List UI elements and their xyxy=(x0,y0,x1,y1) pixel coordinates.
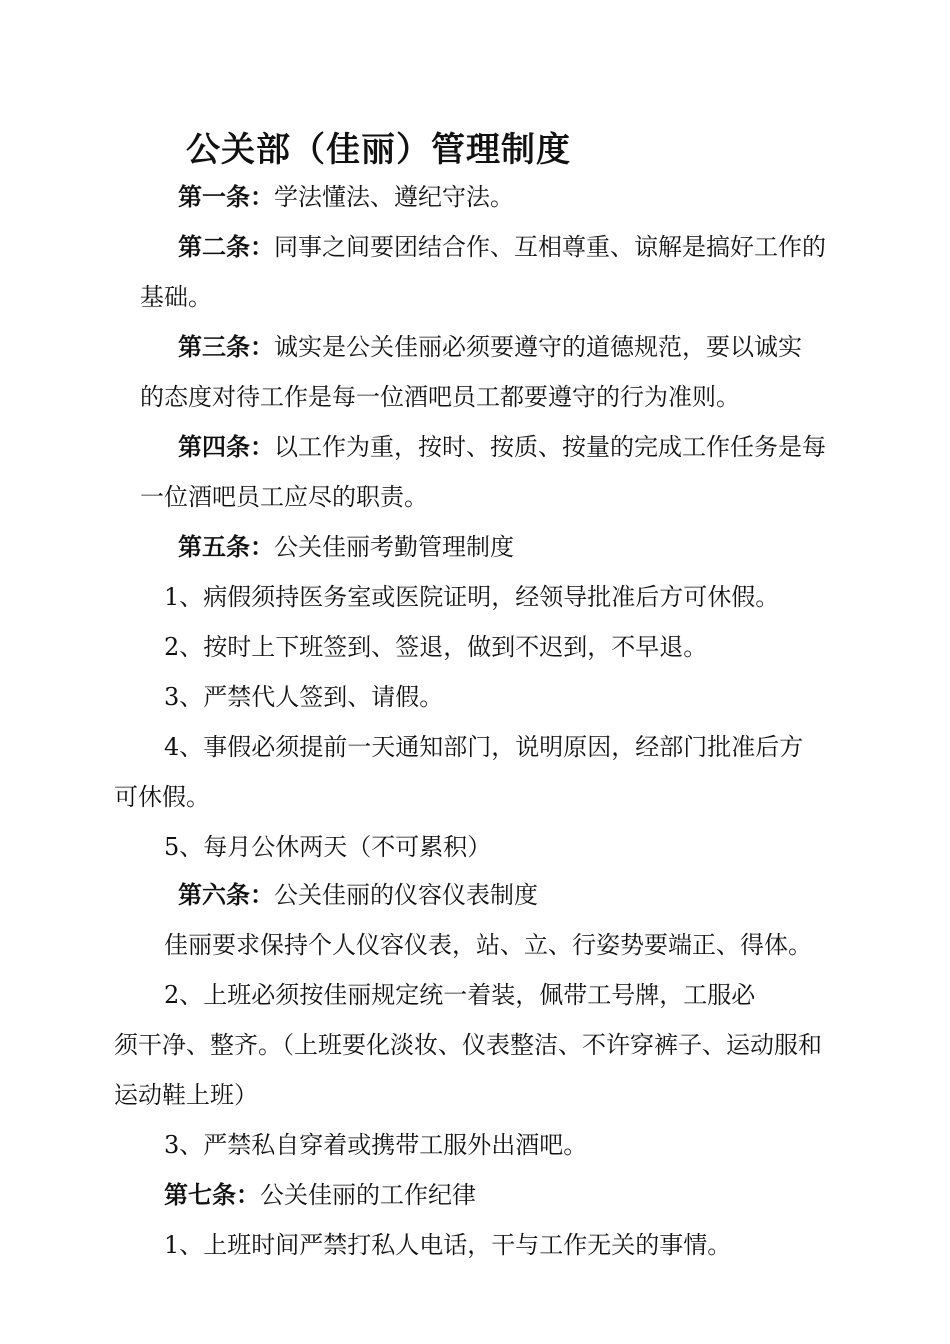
article-1 xyxy=(178,182,514,212)
article-5-heading xyxy=(178,532,514,562)
article-label: 第二条： xyxy=(178,233,274,261)
article-5-item-4-line-1: 4、事假必须提前一天通知部门，说明原因，经部门批准后方 xyxy=(164,733,804,761)
article-5-item-4-line-2: 可休假。 xyxy=(114,783,210,811)
page-title: 公关部（佳丽）管理制度 xyxy=(186,130,571,170)
article-label: 第五条： xyxy=(178,533,274,561)
article-text: 公关佳丽的工作纪律 xyxy=(260,1181,476,1209)
article-7-item-1: 1、上班时间严禁打私人电话，干与工作无关的事情。 xyxy=(164,1231,732,1259)
article-label: 第六条： xyxy=(178,881,274,909)
article-label: 第一条： xyxy=(178,183,274,211)
article-text: 以工作为重，按时、按质、按量的完成工作任务是每 xyxy=(274,433,826,461)
article-6-item-1: 佳丽要求保持个人仪容仪表，站、立、行姿势要端正、得体。 xyxy=(164,931,812,959)
article-4-line-1 xyxy=(178,432,826,462)
article-text: 同事之间要团结合作、互相尊重、谅解是搞好工作的 xyxy=(274,233,826,261)
article-4-line-2: 一位酒吧员工应尽的职责。 xyxy=(140,483,428,511)
article-3-line-2: 的态度对待工作是每一位酒吧员工都要遵守的行为准则。 xyxy=(140,383,740,411)
article-6-heading xyxy=(178,880,538,910)
article-7-heading xyxy=(164,1180,476,1210)
article-6-item-2-line-1: 2、上班必须按佳丽规定统一着装，佩带工号牌，工服必 xyxy=(164,981,756,1009)
article-5-item-2: 2、按时上下班签到、签退，做到不迟到，不早退。 xyxy=(164,633,708,661)
article-6-item-2-line-3: 运动鞋上班） xyxy=(114,1081,258,1109)
article-6-item-3: 3、严禁私自穿着或携带工服外出酒吧。 xyxy=(164,1131,588,1159)
article-5-item-5: 5、每月公休两天（不可累积） xyxy=(164,833,492,861)
article-label: 第七条： xyxy=(164,1181,260,1209)
article-text: 学法懂法、遵纪守法。 xyxy=(274,183,514,211)
article-5-item-3: 3、严禁代人签到、请假。 xyxy=(164,683,444,711)
article-2-line-2: 基础。 xyxy=(140,283,212,311)
article-label: 第三条： xyxy=(178,333,274,361)
article-3-line-1 xyxy=(178,332,802,362)
article-2-line-1 xyxy=(178,232,826,262)
article-text: 公关佳丽考勤管理制度 xyxy=(274,533,514,561)
article-6-item-2-line-2: 须干净、整齐。（上班要化淡妆、仪表整洁、不许穿裤子、运动服和 xyxy=(114,1031,822,1059)
article-5-item-1: 1、病假须持医务室或医院证明，经领导批准后方可休假。 xyxy=(164,583,780,611)
article-text: 诚实是公关佳丽必须要遵守的道德规范，要以诚实 xyxy=(274,333,802,361)
article-label: 第四条： xyxy=(178,433,274,461)
article-text: 公关佳丽的仪容仪表制度 xyxy=(274,881,538,909)
